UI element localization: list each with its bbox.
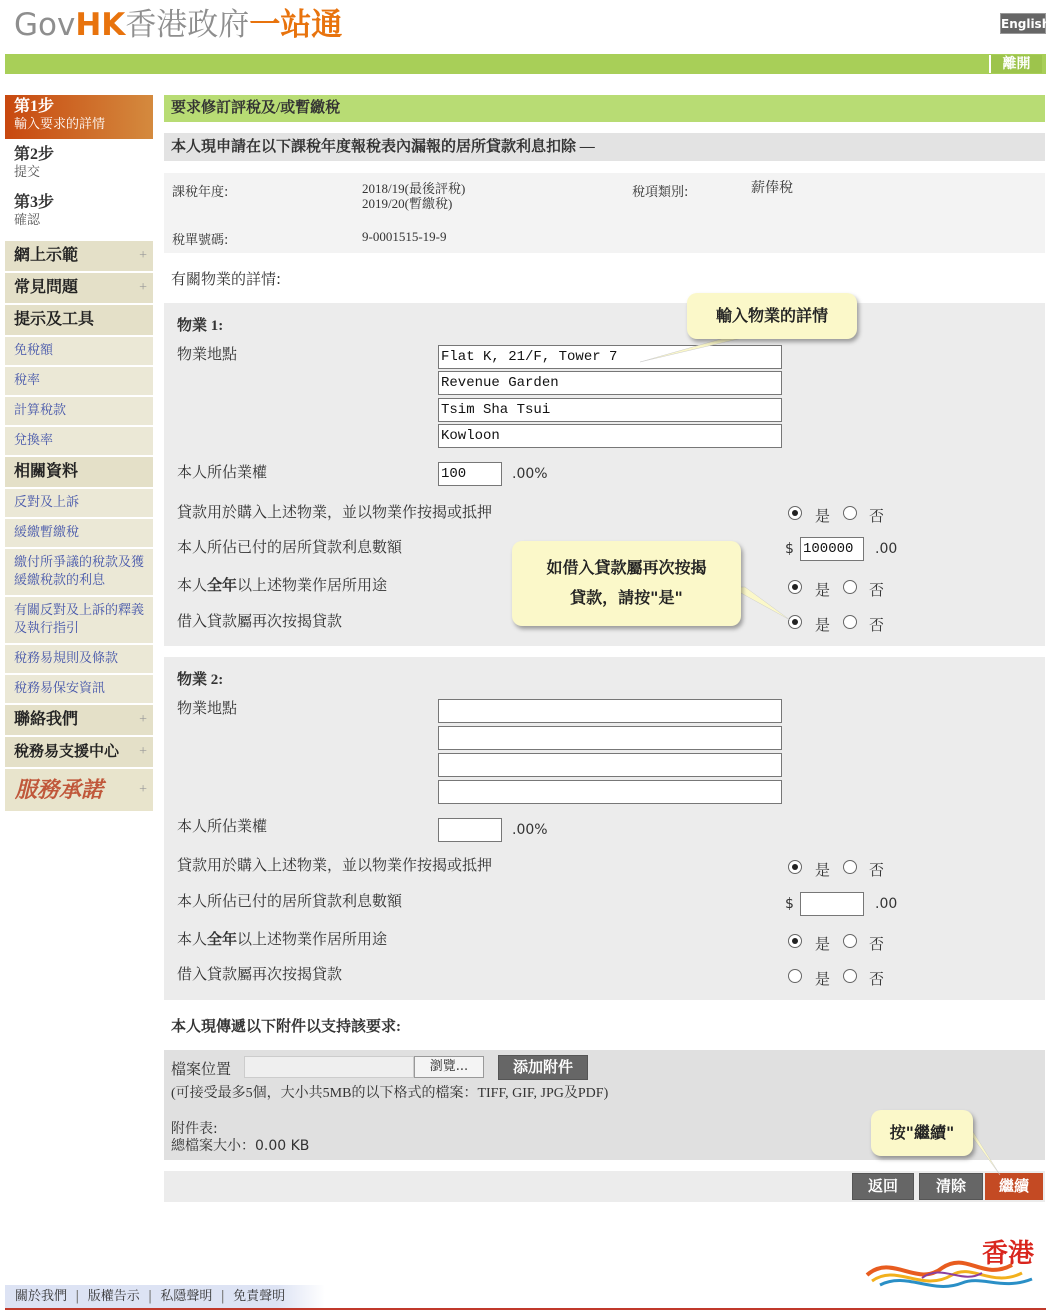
interest-label: 本人所佔已付的居所貸款利息數額: [177, 538, 403, 556]
no-label: 否: [869, 616, 885, 634]
no-label: 否: [869, 507, 885, 525]
year-value-2: 2019/20(暫繳稅): [362, 196, 453, 211]
yes-label: 是: [815, 935, 831, 953]
sidebar-item-tax-calculator[interactable]: 計算稅款: [5, 397, 153, 425]
percent-suffix: .00%: [512, 466, 548, 482]
file-location-label: 檔案位置: [171, 1060, 232, 1078]
loan-purpose-no-radio[interactable]: [843, 506, 857, 520]
continue-button[interactable]: 繼續: [985, 1173, 1043, 1200]
sidebar-item-objection[interactable]: 反對及上訴: [5, 489, 153, 517]
logo-gov: Gov: [14, 7, 76, 43]
attach-intro: 本人現傳遞以下附件以支持該要求:: [171, 1019, 401, 1035]
address-label: 物業地點: [177, 345, 238, 363]
step-1-active: [5, 95, 153, 139]
logout-button[interactable]: 離開: [989, 55, 1042, 73]
footer-divider: [5, 1308, 1046, 1310]
sidebar-tips-heading: 提示及工具: [5, 305, 153, 335]
no-label: 否: [869, 970, 885, 988]
sidebar-support-label: 稅務易支援中心: [14, 744, 120, 760]
sidebar-item-etax-terms[interactable]: 稅務易規則及條款: [5, 645, 153, 673]
property-2-address-line-4[interactable]: [438, 780, 782, 804]
property-2-share-input[interactable]: [438, 818, 502, 842]
yes-label: 是: [815, 861, 831, 879]
sidebar-related-heading: 相關資料: [5, 457, 153, 487]
property-1-share-input[interactable]: 100: [438, 462, 502, 486]
dollar-sign: $: [785, 541, 794, 557]
p2-full-year-no-radio[interactable]: [843, 934, 857, 948]
year-label: 課稅年度:: [172, 185, 229, 200]
sidebar-item-allowance[interactable]: 免稅額: [5, 337, 153, 365]
full-year-label: [177, 928, 387, 949]
yes-label: 是: [815, 970, 831, 988]
back-button[interactable]: 返回: [852, 1173, 914, 1200]
p2-full-year-yes-radio[interactable]: [788, 934, 802, 948]
property-2-title: 物業 2:: [177, 672, 224, 688]
expand-icon: +: [139, 248, 147, 263]
remortgage-no-radio[interactable]: [843, 615, 857, 629]
sidebar: [5, 95, 153, 811]
step-2-sub: 提交: [14, 165, 41, 180]
remortgage-label: 借入貸款屬再次按揭貸款: [177, 612, 343, 630]
action-bar: [164, 1171, 1045, 1202]
tax-type-value: 薪俸稅: [751, 181, 793, 196]
step-2-title: 第2步: [14, 146, 55, 163]
p2-remortgage-no-radio[interactable]: [843, 969, 857, 983]
file-number-value: 9-0001515-19-9: [362, 229, 447, 244]
brand-text: 香港: [982, 1239, 1035, 1269]
property-1-address-line-1[interactable]: Flat K, 21/F, Tower 7: [438, 345, 782, 369]
full-year-bold: 全年: [207, 930, 238, 948]
pledge-logo: 服務承諾: [15, 777, 104, 802]
property-2-address-line-1[interactable]: [438, 699, 782, 723]
full-year-post: 以上述物業作居所用途: [237, 930, 388, 948]
callout-remortgage-line1: 如借入貸款屬再次按揭: [546, 558, 707, 577]
file-format-note: (可接受最多5個，大小共5MB的以下格式的檔案：TIFF, GIF, JPG及PDF): [171, 1086, 609, 1101]
no-label: 否: [869, 581, 885, 599]
p2-remortgage-yes-radio[interactable]: [788, 969, 802, 983]
footer-links: [5, 1285, 325, 1309]
callout-continue: 按"繼續": [871, 1110, 973, 1156]
step-3: [5, 187, 153, 241]
property-1-interest-input[interactable]: 100000: [800, 537, 864, 561]
top-green-bar: [5, 54, 1046, 74]
property-2-address-line-2[interactable]: [438, 726, 782, 750]
callout-remortgage: [512, 541, 741, 626]
expand-icon: +: [139, 744, 147, 759]
property-1-address-line-2[interactable]: Revenue Garden: [438, 371, 782, 395]
step-1-title: 第1步: [14, 98, 55, 115]
browse-button[interactable]: 瀏覽...: [414, 1056, 484, 1078]
sidebar-item-tax-rates[interactable]: 稅率: [5, 367, 153, 395]
page-subtitle: 本人現申請在以下課稅年度報稅表內漏報的居所貸款利息扣除 —: [164, 133, 1045, 161]
tax-type-label: 稅項類別:: [632, 185, 689, 200]
logo-dash: 一: [249, 7, 281, 43]
share-label: 本人所佔業權: [177, 817, 268, 835]
assessment-info: [164, 173, 1045, 253]
loan-purpose-yes-radio[interactable]: [788, 506, 802, 520]
expand-icon: +: [139, 280, 147, 295]
expand-icon: +: [139, 712, 147, 727]
cents-suffix: .00: [875, 896, 898, 912]
sidebar-item-interpretation[interactable]: 有關反對及上訴的釋義及執行指引: [5, 597, 153, 643]
property-2-section: [164, 657, 1045, 1000]
step-3-sub: 確認: [14, 213, 41, 228]
interest-label: 本人所佔已付的居所貸款利息數額: [177, 892, 403, 910]
property-1-address-line-4[interactable]: Kowloon: [438, 424, 782, 448]
sidebar-item-disputed-tax[interactable]: 繳付所爭議的稅款及獲緩繳稅款的利息: [5, 549, 153, 595]
yes-label: 是: [815, 616, 831, 634]
step-1-sub: 輸入要求的詳情: [14, 117, 106, 132]
sidebar-performance-pledge[interactable]: [5, 769, 153, 811]
property-2-interest-input[interactable]: [800, 892, 864, 916]
file-path-input[interactable]: [244, 1056, 414, 1078]
sidebar-demo-label: 網上示範: [14, 247, 79, 264]
full-year-label: [177, 574, 387, 595]
loan-purpose-label: 貸款用於購入上述物業，並以物業作按揭或抵押: [177, 503, 493, 521]
total-file-size: 總檔案大小：0.00 KB: [171, 1138, 310, 1154]
sidebar-item-holdover[interactable]: 緩繳暫繳稅: [5, 519, 153, 547]
no-label: 否: [869, 861, 885, 879]
callout-remortgage-line2: 貸款，請按"是": [570, 588, 683, 607]
yes-label: 是: [815, 507, 831, 525]
footer-separator: |: [220, 1289, 225, 1304]
footer-copyright-link[interactable]: 版權告示: [87, 1289, 140, 1304]
expand-icon: +: [139, 782, 147, 797]
loan-purpose-label: 貸款用於購入上述物業，並以物業作按揭或抵押: [177, 856, 493, 874]
yes-label: 是: [815, 581, 831, 599]
footer-separator: |: [75, 1289, 80, 1304]
callout-property-details: 輸入物業的詳情: [687, 293, 857, 339]
p2-loan-purpose-yes-radio[interactable]: [788, 860, 802, 874]
property-1-title: 物業 1:: [177, 318, 224, 334]
cents-suffix: .00: [875, 541, 898, 557]
footer-disclaimer-link[interactable]: 免責聲明: [233, 1289, 286, 1304]
clear-button[interactable]: 清除: [919, 1173, 983, 1200]
govhk-logo[interactable]: [14, 6, 342, 44]
full-year-pre: 本人: [177, 576, 208, 594]
year-value-1: 2018/19(最後評稅): [362, 181, 466, 196]
step-2: [5, 139, 153, 187]
p2-loan-purpose-no-radio[interactable]: [843, 860, 857, 874]
sidebar-item-exchange-rate[interactable]: 兌換率: [5, 427, 153, 455]
brand-hk-logo: [862, 1233, 1048, 1291]
sidebar-faq[interactable]: [5, 273, 153, 303]
file-number-label: 稅單號碼:: [172, 233, 229, 248]
sidebar-demo[interactable]: [5, 241, 153, 271]
footer-privacy-link[interactable]: 私隱聲明: [160, 1289, 213, 1304]
add-attachment-button[interactable]: 添加附件: [498, 1055, 588, 1080]
remortgage-label: 借入貸款屬再次按揭貸款: [177, 965, 343, 983]
dollar-sign: $: [785, 896, 794, 912]
logo-hk: HK: [75, 7, 126, 43]
english-button[interactable]: English: [1000, 13, 1046, 34]
property-intro: 有關物業的詳情:: [171, 270, 282, 288]
full-year-pre: 本人: [177, 930, 208, 948]
sidebar-faq-label: 常見問題: [14, 279, 79, 296]
property-1-address-line-3[interactable]: Tsim Sha Tsui: [438, 398, 782, 422]
step-3-title: 第3步: [14, 194, 55, 211]
no-label: 否: [869, 935, 885, 953]
sidebar-item-etax-security[interactable]: 稅務易保安資訊: [5, 675, 153, 703]
sidebar-contact[interactable]: [5, 705, 153, 735]
logo-zh: 香港政府: [125, 7, 250, 43]
percent-suffix: .00%: [512, 822, 548, 838]
sidebar-support[interactable]: [5, 737, 153, 767]
attachment-list-label: 附件表:: [171, 1121, 218, 1137]
page-title: 要求修訂評稅及/或暫繳稅: [164, 95, 1045, 122]
footer-separator: |: [147, 1289, 153, 1304]
share-label: 本人所佔業權: [177, 463, 268, 481]
full-year-bold: 全年: [207, 576, 238, 594]
full-year-no-radio[interactable]: [843, 580, 857, 594]
full-year-post: 以上述物業作居所用途: [237, 576, 388, 594]
address-label: 物業地點: [177, 699, 238, 717]
property-2-address-line-3[interactable]: [438, 753, 782, 777]
sidebar-contact-label: 聯絡我們: [14, 711, 79, 728]
logo-zh2: 站通: [280, 7, 343, 43]
footer-about-link[interactable]: 關於我們: [15, 1289, 68, 1304]
